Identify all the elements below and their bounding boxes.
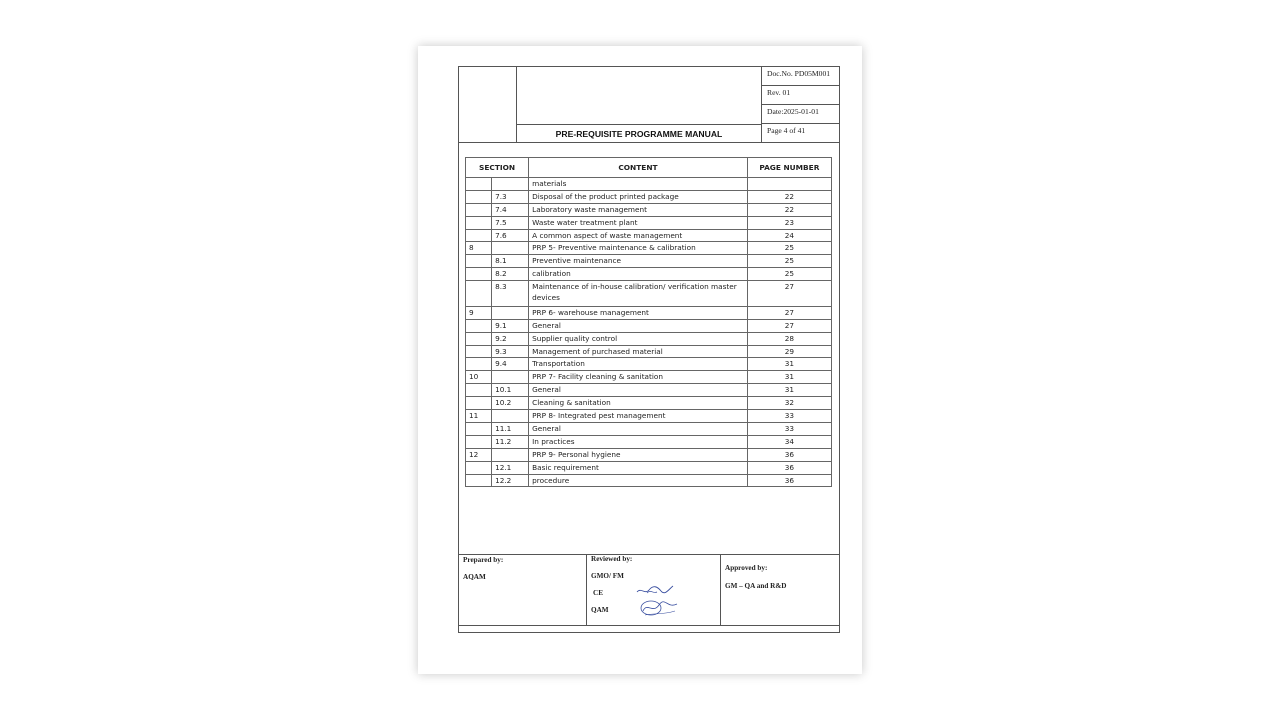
contents-row	[466, 190, 832, 203]
content-cell: Maintenance of in-house calibration/ verification master devices	[529, 281, 748, 307]
content-cell: Preventive maintenance	[529, 255, 748, 268]
subsection-number-cell: 8.1	[492, 255, 529, 268]
contents-row	[466, 178, 832, 191]
page-cell: 33	[747, 410, 831, 423]
section-number-cell	[466, 345, 492, 358]
subsection-number-cell: 7.5	[492, 216, 529, 229]
contents-row	[466, 242, 832, 255]
content-cell: Supplier quality control	[529, 332, 748, 345]
section-number-cell	[466, 216, 492, 229]
page-cell: 33	[747, 422, 831, 435]
section-number-cell	[466, 435, 492, 448]
doc-number: Doc.No. PD05M001	[762, 67, 839, 86]
content-cell: materials	[529, 178, 748, 191]
page-frame	[458, 66, 840, 633]
subsection-number-cell	[492, 371, 529, 384]
approved-cell	[721, 555, 839, 625]
page-cell: 29	[747, 345, 831, 358]
section-number-cell	[466, 332, 492, 345]
content-cell: PRP 5- Preventive maintenance & calibration	[529, 242, 748, 255]
content-cell: Waste water treatment plant	[529, 216, 748, 229]
page-number-header: PAGE NUMBER	[747, 158, 831, 178]
approved-by: GM – QA and R&D	[725, 582, 787, 590]
section-number-cell: 12	[466, 448, 492, 461]
page-cell: 23	[747, 216, 831, 229]
subsection-number-cell	[492, 306, 529, 319]
issue-date: Date:2025-01-01	[762, 105, 839, 124]
content-cell: Cleaning & sanitation	[529, 397, 748, 410]
page-cell: 25	[747, 268, 831, 281]
content-cell: Management of purchased material	[529, 345, 748, 358]
section-number-cell	[466, 268, 492, 281]
section-number-cell	[466, 255, 492, 268]
reviewer-gmo-fm: GMO/ FM	[591, 572, 624, 580]
subsection-number-cell: 10.2	[492, 397, 529, 410]
section-number-cell	[466, 319, 492, 332]
contents-row	[466, 332, 832, 345]
subsection-number-cell: 12.2	[492, 474, 529, 487]
page-cell: 24	[747, 229, 831, 242]
page-cell: 22	[747, 203, 831, 216]
prepared-label: Prepared by:	[463, 556, 504, 564]
subsection-number-cell: 8.3	[492, 281, 529, 307]
page-cell: 32	[747, 397, 831, 410]
content-cell: General	[529, 422, 748, 435]
page-cell: 36	[747, 461, 831, 474]
section-number-cell	[466, 178, 492, 191]
title-cell	[517, 67, 762, 143]
contents-row	[466, 255, 832, 268]
prepared-cell	[459, 555, 587, 625]
section-number-cell: 8	[466, 242, 492, 255]
subsection-number-cell: 11.1	[492, 422, 529, 435]
contents-row	[466, 448, 832, 461]
page-cell: 27	[747, 306, 831, 319]
subsection-number-cell: 11.2	[492, 435, 529, 448]
document-meta	[762, 67, 839, 143]
contents-row	[466, 358, 832, 371]
subsection-number-cell: 7.3	[492, 190, 529, 203]
section-number-cell	[466, 229, 492, 242]
content-cell: PRP 9- Personal hygiene	[529, 448, 748, 461]
contents-row	[466, 319, 832, 332]
content-header: CONTENT	[529, 158, 748, 178]
signature-block	[459, 554, 839, 626]
section-number-cell: 9	[466, 306, 492, 319]
contents-row	[466, 306, 832, 319]
content-cell: General	[529, 384, 748, 397]
section-number-cell	[466, 461, 492, 474]
contents-row	[466, 461, 832, 474]
page-cell: 27	[747, 319, 831, 332]
contents-row	[466, 474, 832, 487]
page-cell: 31	[747, 384, 831, 397]
document-title: PRE-REQUISITE PROGRAMME MANUAL	[517, 124, 761, 143]
content-cell: Disposal of the product printed package	[529, 190, 748, 203]
page-cell: 28	[747, 332, 831, 345]
revision: Rev. 01	[762, 86, 839, 105]
contents-row	[466, 422, 832, 435]
subsection-number-cell	[492, 178, 529, 191]
signature-2-icon	[637, 597, 679, 619]
subsection-number-cell	[492, 410, 529, 423]
page-cell: 27	[747, 281, 831, 307]
reviewer-qam: QAM	[591, 606, 609, 614]
contents-table	[465, 157, 832, 487]
contents-row	[466, 203, 832, 216]
subsection-number-cell: 12.1	[492, 461, 529, 474]
subsection-number-cell: 9.2	[492, 332, 529, 345]
section-number-cell	[466, 384, 492, 397]
reviewed-cell	[587, 555, 721, 625]
subsection-number-cell: 7.6	[492, 229, 529, 242]
section-number-cell	[466, 281, 492, 307]
subsection-number-cell: 9.1	[492, 319, 529, 332]
document-header	[459, 67, 839, 143]
section-number-cell: 11	[466, 410, 492, 423]
content-cell: PRP 8- Integrated pest management	[529, 410, 748, 423]
contents-row	[466, 268, 832, 281]
content-cell: In practices	[529, 435, 748, 448]
page-cell: 31	[747, 371, 831, 384]
signature-1-icon	[635, 583, 675, 597]
reviewed-label: Reviewed by:	[591, 555, 633, 563]
section-number-cell	[466, 190, 492, 203]
page-cell: 36	[747, 474, 831, 487]
page-cell: 22	[747, 190, 831, 203]
contents-row	[466, 281, 832, 307]
content-cell: General	[529, 319, 748, 332]
subsection-number-cell: 7.4	[492, 203, 529, 216]
page-cell: 36	[747, 448, 831, 461]
section-header: SECTION	[466, 158, 529, 178]
contents-body	[466, 178, 832, 487]
section-number-cell	[466, 397, 492, 410]
contents-row	[466, 384, 832, 397]
contents-row	[466, 371, 832, 384]
subsection-number-cell: 9.4	[492, 358, 529, 371]
document-page	[418, 46, 862, 674]
subsection-number-cell	[492, 448, 529, 461]
section-number-cell	[466, 358, 492, 371]
contents-row	[466, 229, 832, 242]
content-cell: Transportation	[529, 358, 748, 371]
contents-row	[466, 345, 832, 358]
subsection-number-cell: 8.2	[492, 268, 529, 281]
content-cell: procedure	[529, 474, 748, 487]
section-number-cell	[466, 422, 492, 435]
approved-label: Approved by:	[725, 564, 768, 572]
subsection-number-cell: 9.3	[492, 345, 529, 358]
content-cell: Laboratory waste management	[529, 203, 748, 216]
page-cell: 25	[747, 255, 831, 268]
section-number-cell	[466, 203, 492, 216]
section-number-cell	[466, 474, 492, 487]
prepared-by: AQAM	[463, 573, 486, 581]
page-cell: 25	[747, 242, 831, 255]
subsection-number-cell: 10.1	[492, 384, 529, 397]
contents-row	[466, 216, 832, 229]
content-cell: A common aspect of waste management	[529, 229, 748, 242]
contents-header-row	[466, 158, 832, 178]
content-cell: Basic requirement	[529, 461, 748, 474]
content-cell: PRP 7- Facility cleaning & sanitation	[529, 371, 748, 384]
content-cell: PRP 6- warehouse management	[529, 306, 748, 319]
logo-cell	[459, 67, 517, 143]
page-cell	[747, 178, 831, 191]
contents-row	[466, 397, 832, 410]
page-number: Page 4 of 41	[767, 126, 806, 135]
contents-row	[466, 410, 832, 423]
reviewer-ce: CE	[593, 589, 603, 597]
subsection-number-cell	[492, 242, 529, 255]
page-cell: 31	[747, 358, 831, 371]
section-number-cell: 10	[466, 371, 492, 384]
page-cell: 34	[747, 435, 831, 448]
contents-row	[466, 435, 832, 448]
content-cell: calibration	[529, 268, 748, 281]
